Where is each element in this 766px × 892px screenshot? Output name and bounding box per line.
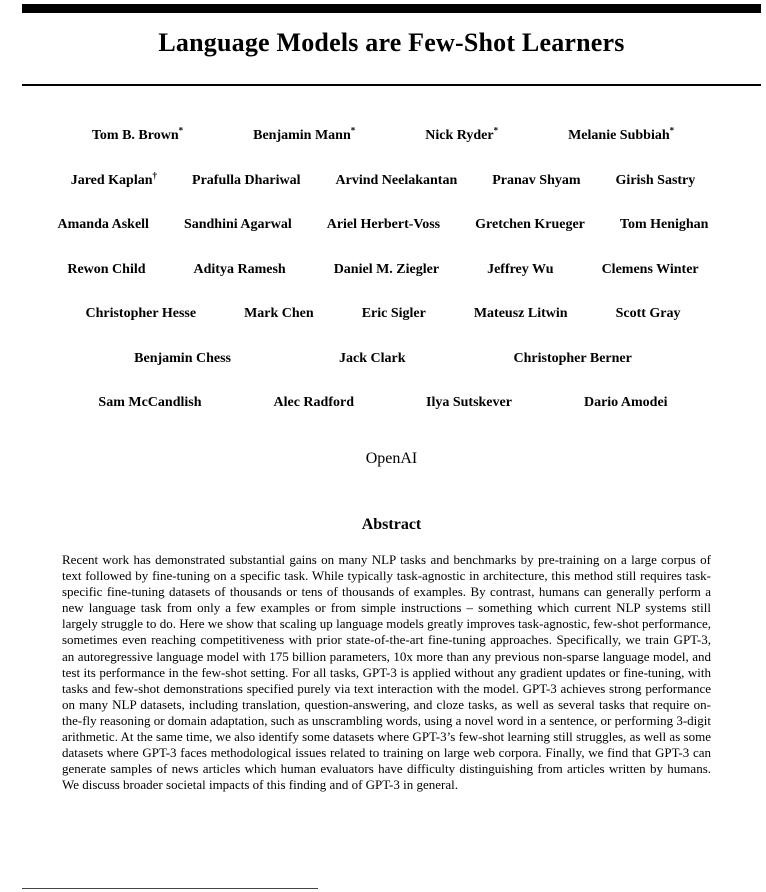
author-amanda-askell — [58, 217, 149, 232]
author-name: Sandhini Agarwal — [183, 217, 292, 232]
abstract-text: Recent work has demonstrated substantial gains on many NLP tasks and benchmarks by pre-training on a large corpus of text followed by fine-tuning on a specific task. While typically task-agnostic in architecture, this method still requires task-specific fine-tuning datasets of thousands or tens of thousands of examples. By contrast, humans can generally perform a new language task from only a few examples or from simple instructions – something which current NLP systems still largely struggle to do. Here we show that scaling up language models greatly improves task-agnostic, few-shot performance, sometimes even reaching competitiveness with prior state-of-the-art fine-tuning approaches. Specifically, we train GPT-3, an autoregressive language model with 175 billion parameters, 10x more than any previous non-sparse language model, and test its performance in the few-shot setting. For all tasks, GPT-3 is applied without any gradient updates or fine-tuning, with tasks and few-shot demonstrations specified purely via text interaction with the model. GPT-3 achieves strong performance on many NLP datasets, including translation, question-answering, and cloze tasks, as well as several tasks that require on-the-fly reasoning or domain adaptation, such as unscrambling words, using a novel word in a sentence, or performing 3-digit arithmetic. At the same time, we also identify some datasets where GPT-3’s few-shot learning still struggles, as well as some datasets where GPT-3 faces methodological issues related to training on large web corpora. Finally, we find that GPT-3 can generate samples of news articles which human evaluators have difficulty distinguishing from articles written by humans. We discuss broader societal impacts of this finding and of GPT-3 in general. — [62, 552, 711, 793]
author-row-7 — [0, 395, 766, 440]
author-mateusz-litwin — [474, 306, 568, 321]
author-scott-gray — [616, 306, 681, 321]
author-melanie-subbiah — [568, 125, 675, 143]
author-prafulla-dhariwal — [192, 173, 301, 188]
author-row-5 — [0, 306, 766, 351]
author-name: Christopher Berner — [513, 350, 632, 366]
author-row-6 — [0, 351, 766, 396]
author-name: Jeffrey Wu — [487, 261, 554, 277]
author-name: Jared Kaplan — [70, 172, 153, 188]
author-name: Pranav Shyam — [492, 172, 581, 188]
author-christopher-hesse — [85, 306, 196, 321]
affiliation: OpenAI — [365, 450, 418, 467]
author-footnote-marker: * — [350, 125, 356, 136]
author-name: Ariel Herbert-Voss — [326, 217, 441, 232]
author-row-3 — [0, 217, 766, 262]
author-rewon-child — [67, 262, 145, 277]
author-name: Girish Sastry — [615, 172, 696, 188]
author-mark-chen — [244, 306, 314, 321]
abstract-heading: Abstract — [361, 516, 422, 533]
author-jack-clark — [339, 351, 406, 366]
author-name: Amanda Askell — [57, 217, 149, 232]
author-pranav-shyam — [492, 173, 580, 188]
author-benjamin-chess — [134, 351, 231, 366]
author-row-2 — [0, 169, 766, 218]
author-name: Mark Chen — [244, 306, 314, 321]
author-aditya-ramesh — [194, 262, 286, 277]
author-name: Clemens Winter — [601, 261, 699, 277]
author-name: Alec Radford — [273, 395, 354, 410]
author-ariel-herbert-voss — [327, 217, 440, 232]
footnote-rule — [22, 888, 318, 889]
author-name: Daniel M. Ziegler — [333, 261, 440, 277]
author-name: Melanie Subbiah — [568, 128, 670, 143]
author-clemens-winter — [602, 262, 699, 277]
author-arvind-neelakantan — [336, 173, 458, 188]
author-footnote-marker: * — [493, 125, 499, 136]
author-jared-kaplan — [70, 169, 158, 188]
author-benjamin-mann — [253, 125, 356, 143]
author-name: Mateusz Litwin — [473, 306, 568, 321]
author-eric-sigler — [362, 306, 426, 321]
author-name: Arvind Neelakantan — [335, 172, 458, 188]
author-name: Eric Sigler — [361, 306, 426, 321]
author-jeffrey-wu — [487, 262, 554, 277]
author-row-1 — [0, 125, 766, 173]
author-name: Dario Amodei — [583, 395, 668, 410]
author-footnote-marker: † — [152, 169, 158, 180]
author-nick-ryder — [425, 125, 499, 143]
author-christopher-berner — [514, 351, 632, 366]
author-footnote-marker: * — [669, 125, 675, 136]
author-name: Scott Gray — [615, 306, 681, 321]
author-name: Gretchen Krueger — [475, 217, 585, 232]
author-dario-amodei — [584, 395, 668, 410]
author-tom-b-brown — [91, 125, 184, 143]
author-sandhini-agarwal — [184, 217, 292, 232]
author-daniel-m-ziegler — [334, 262, 439, 277]
author-name: Christopher Hesse — [85, 306, 197, 321]
author-footnote-marker: * — [178, 125, 184, 136]
paper-title: Language Models are Few-Shot Learners — [158, 28, 625, 57]
author-name: Ilya Sutskever — [426, 395, 512, 410]
top-rule-thick — [22, 4, 761, 13]
author-name: Benjamin Chess — [134, 350, 231, 366]
author-name: Jack Clark — [339, 350, 406, 366]
author-alec-radford — [274, 395, 355, 410]
author-ilya-sutskever — [426, 395, 512, 410]
author-gretchen-krueger — [475, 217, 585, 232]
author-girish-sastry — [616, 173, 696, 188]
author-name: Benjamin Mann — [253, 128, 351, 143]
author-name: Prafulla Dhariwal — [192, 172, 301, 188]
author-block — [0, 125, 766, 440]
title-rule — [22, 84, 761, 86]
author-name: Rewon Child — [67, 261, 146, 277]
author-row-4 — [0, 262, 766, 307]
author-sam-mccandlish — [98, 395, 201, 410]
author-name: Nick Ryder — [425, 128, 494, 143]
author-tom-henighan — [620, 217, 709, 232]
author-name: Sam McCandlish — [98, 395, 202, 410]
author-name: Tom Henighan — [619, 217, 709, 232]
author-name: Aditya Ramesh — [193, 261, 286, 277]
author-name: Tom B. Brown — [91, 128, 179, 143]
